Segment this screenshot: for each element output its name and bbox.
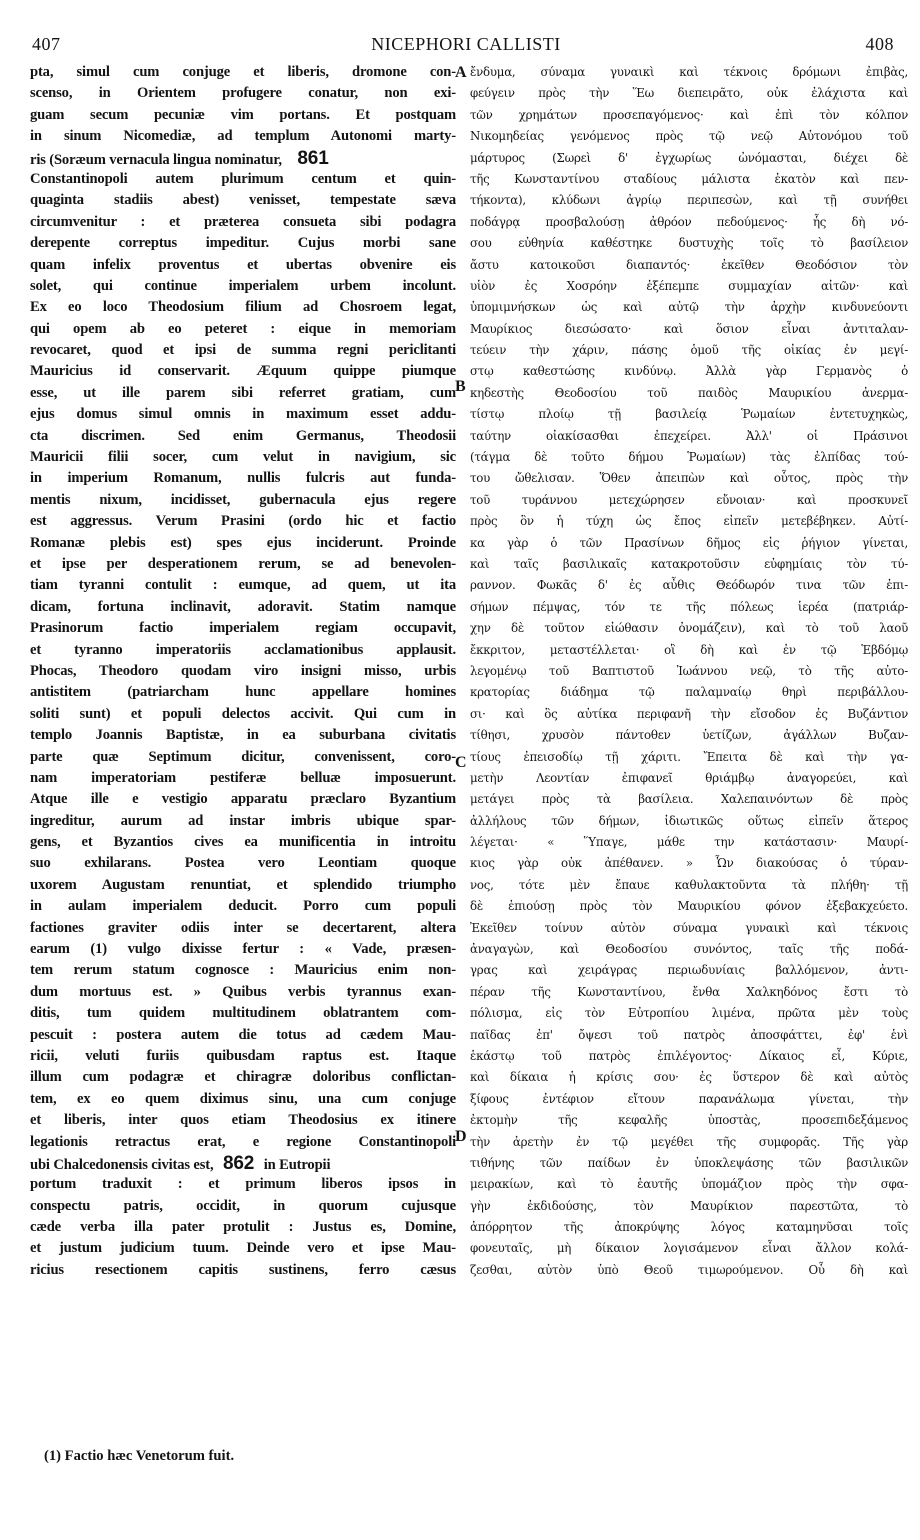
latin-line: illum cum podagræ et chiragræ doloribus conflictan- (30, 1069, 456, 1086)
greek-line: στῳ καθεστώσης κινδύνῳ. Ἀλλὰ γὰρ Γερμανὸς ὁ (470, 364, 908, 379)
latin-line: in imperium Romanum, nullis fulcris aut funda- (30, 470, 456, 487)
latin-line: conspectu patris, occidit, in quorum cujusque (30, 1197, 456, 1214)
greek-line: δὲ ἐπιούσῃ πρὸς τὸν Μαυρικίου φόνον ἐξεβακχεύετο. (470, 899, 908, 914)
latin-line: dum mortuus est. » Quibus verbis tyrannus exan- (30, 983, 456, 1000)
greek-line: καὶ δίκαια ἡ κρίσις σου· ἐς ὕστερον δὲ καὶ αὐτὸς (470, 1070, 908, 1085)
greek-column (470, 62, 908, 1281)
latin-line: Atque ille e vestigio apparatu præclaro Byzantium (30, 791, 456, 808)
greek-line: ἐκτομὴν τῆς κεφαλῆς ὑποστὰς, προσεπιδεξάμενος (470, 1113, 908, 1128)
latin-line: templo Joannis Baptistæ, in ea suburbana civitatis (30, 727, 456, 744)
greek-line: ξίφους ἐντέφιον εἴτουν παρανάλωμα γίνεται, τὴν (470, 1091, 908, 1106)
latin-line: est aggressus. Verum Prasini (ordo hic et factio (30, 513, 456, 530)
latin-line: et ipse per desperationem rerum, se ad benevolen- (30, 555, 456, 572)
latin-line: uxorem Augustam renuntiat, et splendido triumpho (30, 876, 456, 893)
greek-line: κρατορίας διάδημα τῷ παλαμναίῳ θηρὶ περιβάλλου- (470, 685, 908, 700)
greek-line: ἔνδυμα, σύναμα γυναικὶ καὶ τέκνοις δρόμωνι ἐπιβὰς, (470, 65, 908, 79)
latin-line-text: ris (Soræum vernacula lingua nominatur, (30, 151, 282, 168)
latin-line: Ex eo loco Theodosium filium ad Chosroem legat, (30, 299, 456, 316)
greek-line: καὶ ταῖς βασιλικαῖς κατακροτοῦσιν εὐφημίαις τὸν τύ- (470, 556, 908, 571)
latin-line: mentis nixum, incidisset, gubernacula ejus regere (30, 491, 456, 508)
greek-line: κα γὰρ ὁ τῶν Πρασίνων δῆμος εἰς ῥήγιον γίνεται, (470, 535, 908, 550)
greek-line: ὑπομιμνήσκων ὡς καὶ αὐτῷ τὴν ἀρχὴν κινδυνεύοντι (470, 300, 908, 315)
latin-line: qui opem ab eo peteret : eique in memoriam (30, 320, 456, 337)
latin-line: tem, ex eo quem diximus sinu, una cum conjuge (30, 1090, 456, 1107)
greek-line: λεγομένῳ τοῦ Βαπτιστοῦ Ἰωάννου νεῷ, τὸ τῆς αὐτο- (470, 663, 908, 678)
greek-line: μετὴν Λεοντίαν ἐπιφανεῖ θριάμβῳ ἀναγορεύει, καὶ (470, 770, 908, 785)
greek-line: ζεσθαι, αὐτὸν ὑπὸ Θεοῦ τιμωρούμενον. Οὗ δὴ καὶ (470, 1262, 908, 1277)
greek-line: τὴν ἀρετὴν ἐν τῷ μεγέθει τῆς συμφορᾶς. Τῆς γὰρ (470, 1134, 908, 1149)
latin-line: factiones graviter odiis inter se decertarent, altera (30, 919, 456, 936)
latin-line: suo exhilarans. Postea vero Leontiam quoque (30, 855, 456, 872)
greek-line: τῶν χρημάτων προσεπαγόμενος· καὶ ἐπὶ τὸν κόλπον (470, 107, 908, 122)
greek-line: κηδεστὴς Θεοδοσίου τοῦ παιδὸς Μαυρικίου ἀνερμα- (470, 385, 908, 400)
greek-line: γὴν ἐκδιδούσης, τὸν Μαυρίκιον παρεστῶτα, τὸ (470, 1198, 908, 1213)
greek-line: γρας καὶ χειράγρας περιωδυνίαις βαλλόμενον, ἀντι- (470, 963, 908, 978)
latin-line: nam imperatoriam pestiferæ belluæ imposuerunt. (30, 769, 456, 786)
greek-line: φονευταῖς, μὴ δίκαιον λογισάμενον εἶναι ἄλλον κολά- (470, 1241, 908, 1256)
latin-line: et justum judicium tuum. Deinde vero et ipse Mau- (30, 1240, 456, 1257)
latin-line: revocaret, quod et ipsi de summa regni periclitanti (30, 342, 456, 359)
latin-column (30, 62, 456, 1281)
greek-line: του ὤθελισαν. Ὅθεν ἀπειπὼν καὶ οὗτος, πρὸς τὴν (470, 471, 908, 486)
latin-line: gens, et Byzantios cives ea munificentia in introitu (30, 834, 456, 851)
greek-line: πρὸς ὃν ἡ τύχη ὡς ἔπος εἰπεῖν μετεβέβηκεν. Αὐτί- (470, 514, 908, 529)
greek-line: χην δὲ τοῦτον εἰώθασιν ὀνομάζειν), καὶ τὸ τοῦ λαοῦ (470, 621, 908, 636)
greek-line: μετάγει πρὸς τὰ βασίλεια. Χαλεπαινόντων δὲ πρὸς (470, 792, 908, 807)
greek-line: μάρτυρος (Σωρεὶ δ' ἐγχωρίως ὠνόμασται, διέχει δὲ (470, 150, 908, 165)
latin-line: antistitem (patriarcham hunc appellare homines (30, 684, 456, 701)
latin-line: dicam, fortuna inclinavit, adoravit. Statim namque (30, 598, 456, 615)
latin-line: et liberis, inter quos etiam Theodosius ex itinere (30, 1112, 456, 1129)
latin-line-text: ubi Chalcedonensis civitas est, (30, 1156, 214, 1173)
greek-line: σου εὐθηνία καθέστηκε δυστυχὴς τοῖς τὸ βασίλειον (470, 236, 908, 251)
greek-line: τήκοντα), κλύδωνι ἀγρίῳ περιπεσὼν, καὶ τῇ συνήθει (470, 193, 908, 208)
latin-line: quam infelix proventus et ubertas obvenire eis (30, 256, 456, 273)
greek-line: νος, τότε μὲν ἔπαυε καθυλακτοῦντα τὰ πλήθη· τῇ (470, 877, 908, 892)
greek-line: φεύγειν πρὸς τὴν Ἕω διεπειρᾶτο, οὐκ ἐλάχιστα καὶ (470, 86, 908, 101)
latin-line: derepente correptus impeditur. Cujus morbi sane (30, 235, 456, 252)
latin-line: in sinum Nicomediæ, ad templum Autonomi marty- (30, 128, 456, 145)
latin-line: guam secum pecuniæ vim portans. Et postquam (30, 106, 456, 123)
greek-line: πόλισμα, εἰς τὸν Εὐτροπίου λιμένα, πρῶτα μὲν τοὺς (470, 1006, 908, 1021)
greek-line: παῖδας ἐπ' ὄψεσι τοῦ πατρὸς ἀποσφάττει, ἐφ' ἑνὶ (470, 1027, 908, 1042)
latin-line: soliti sunt) et populi delectos accivit. Qui cum in (30, 705, 456, 722)
latin-line: esse, ut ille parem sibi referret gratiam, cum (30, 384, 456, 401)
latin-line: ejus domus simul omnis in maximum esset addu- (30, 406, 456, 423)
greek-line: ραννον. Φωκᾶς δ' ἐς αὖθις Θεόδωρόν τινα τῶν ἐπι- (470, 578, 908, 593)
latin-line: Phocas, Theodoro quodam viro insigni misso, urbis (30, 662, 456, 679)
greek-line: τίθησι, χρυσὸν πάντοθεν ὑετίζων, ἀγάλλων Βυζαν- (470, 728, 908, 743)
page-number-right: 408 (865, 34, 894, 54)
greek-line: τεύειν τὴν χάριν, πάσης ὁμοῦ τῆς οἰκίας ἐν μεγί- (470, 343, 908, 358)
greek-line: ἔκκριτον, μεταστέλλεται· οἳ δὴ καὶ ἐν τῷ Ἑβδόμῳ (470, 642, 908, 657)
latin-line: ditis, tum quidem multitudinem oblatrantem com- (30, 1005, 456, 1022)
margin-letter-c: C (455, 754, 467, 771)
greek-line: τιθήνης τῶν παίδων ἐν ὑποκλεψάσης τῶν βασιλικῶν (470, 1155, 908, 1170)
latin-line: Mauricii filii socer, cum velut in navigium, sic (30, 449, 456, 466)
latin-line: Romanæ plebis est) spes ejus inciderunt. Proinde (30, 534, 456, 551)
latin-line: pta, simul cum conjuge et liberis, dromone con- (30, 64, 456, 80)
greek-line: (τάγμα δὲ τοῦτο δήμου Ῥωμαίων) τὰς ἐλπίδας τού- (470, 450, 908, 465)
latin-line: cæde verba illa pater protulit : Justus es, Domine, (30, 1219, 456, 1236)
latin-line: ricii, veluti furiis quibusdam raptus est. Itaque (30, 1047, 456, 1064)
latin-line: ricius resectionem capitis sustinens, ferro cæsus (30, 1261, 456, 1278)
latin-line: cta discrimen. Sed enim Germanus, Theodosii (30, 427, 456, 444)
column-number-862: 862 (222, 1152, 255, 1174)
latin-line: parte quæ Septimum dicitur, convenissent, coro- (30, 748, 456, 765)
latin-line: et tyranno imperatoriis acclamationibus applausit. (30, 641, 456, 658)
latin-line: Prasinorum factio imperialem regiam occupavit, (30, 620, 456, 637)
greek-line: τοῦ τυράννου μετεχώρησεν εὔνοιαν· καὶ προσκυνεῖ (470, 492, 908, 507)
latin-line: tiam tyranni contulit : eumque, ad quem, ut ita (30, 577, 456, 594)
greek-line: λέγεται· « Ὕπαγε, μάθε την κατάστασιν· Μαυρί- (470, 835, 908, 850)
latin-line: solet, qui continue imperialem urbem incolunt. (30, 277, 456, 294)
greek-line: Μαυρίκιος διεσώσατο· καὶ ὅσιον εἶναι ἀντιταλαν- (470, 321, 908, 336)
latin-line-with-column-number (30, 148, 456, 169)
margin-letter-d: D (455, 1128, 467, 1145)
latin-line-with-column-number (30, 1153, 456, 1174)
latin-line: pescuit : postera autem die totus ad cædem Mau- (30, 1026, 456, 1043)
greek-line: υἱὸν ἐς Χοσρόην ἐξέπεμπε συμμαχίαν αἰτῶν· καὶ (470, 278, 908, 293)
greek-line: μειρακίων, καὶ τὸ ἑαυτῆς ὑπομάζιον πρὸς τὴν σφα- (470, 1177, 908, 1192)
greek-line: σήμων πέμψας, τόν τε τῆς πόλεως ἱερέα (πατριάρ- (470, 599, 908, 614)
page-title: NICEPHORI CALLISTI (371, 34, 561, 54)
latin-line: ingreditur, aurum ad instar imbris ubique spar- (30, 812, 456, 829)
latin-line: circumvenitur : et præterea consueta sibi podagra (30, 213, 456, 230)
running-header (32, 34, 900, 58)
margin-letter-b: B (455, 378, 466, 395)
greek-line: ἀλλήλους τῶν δήμων, ἰδιωτικῶς οὕτως εἰπεῖν ἅτερος (470, 813, 908, 828)
latin-line: scenso, in Orientem profugere conatur, non exi- (30, 85, 456, 102)
greek-line: τίους ἐπεισοδίῳ τῇ χάριτι. Ἔπειτα δὲ καὶ τὴν γα- (470, 749, 908, 764)
greek-line: ἑκάστῳ τοῦ πατρὸς ἐπιλέγοντος· Δίκαιος εἶ, Κύριε, (470, 1048, 908, 1063)
page-number-left: 407 (32, 34, 61, 54)
greek-line: Νικομηδείας γενόμενος πρὸς τῷ νεῷ Αὐτονόμου τοῦ (470, 129, 908, 144)
greek-line: ταύτην οἰακίσασθαι ἐπεχείρει. Ἀλλ' οἱ Πράσινοι (470, 428, 908, 443)
greek-line: ποδάγρᾳ προσβαλούσῃ ἀθρόον πεδούμενος· ἧς δὴ νό- (470, 214, 908, 229)
latin-line: quaginta stadiis abest) venisset, tempestate sæva (30, 192, 456, 209)
greek-line: ἀναγαγὼν, καὶ Θεοδοσίου συνόντος, ταῖς τῆς ποδά- (470, 942, 908, 957)
greek-line: σι· καὶ ὃς αὐτίκα περιφανῆ τὴν εἴσοδον ἐς Βυζάντιον (470, 706, 908, 721)
latin-line: tem rerum statum cognosce : Mauricius enim non- (30, 962, 456, 979)
latin-line: Constantinopoli autem plurimum centum et quin- (30, 170, 456, 187)
latin-line-tail: in Eutropii (263, 1156, 331, 1173)
latin-line: legationis retractus erat, e regione Constantinopoli (30, 1133, 456, 1150)
greek-line: Ἐκεῖθεν τοίνυν αὐτὸν σύναμα γυναικὶ καὶ τέκνοις (470, 920, 908, 935)
greek-line: τίστῳ πλοίῳ τῇ βασιλείᾳ Ῥωμαίων ἐντετυχηκὼς, (470, 407, 908, 422)
latin-line: Mauricius id conservarit. Æquum quippe piumque (30, 363, 456, 380)
greek-line: ἀπόρρητον τῆς ἀποκρύψης λόγος καταμηνῦσαι τοῖς (470, 1220, 908, 1235)
latin-line: portum traduxit : et primum liberos ipsos in (30, 1176, 456, 1193)
latin-line: earum (1) vulgo dixisse fertur : « Vade, præsen- (30, 941, 456, 958)
greek-line: ἄστυ κατοικοῦσι διαπαντός· ἐκεῖθεν Θεοδόσιον τὸν (470, 257, 908, 272)
column-number-861: 861 (297, 147, 329, 169)
footnote: (1) Factio hæc Venetorum fuit. (44, 1448, 235, 1464)
greek-line: τῆς Κωνσταντίνου σταδίους μάλιστα ἑκατὸν καὶ πεν- (470, 171, 908, 186)
greek-line: κιος γὰρ οὐκ ἀπέθανεν. » Ὧν διακούσας ὁ τύραν- (470, 856, 908, 871)
greek-line: πέραν τῆς Κωνσταντίνου, ἔνθα Χαλκηδόνος ἔστι τὸ (470, 984, 908, 999)
latin-line: in aulam imperialem deducit. Porro cum populi (30, 898, 456, 915)
margin-letter-a: A (455, 64, 467, 81)
